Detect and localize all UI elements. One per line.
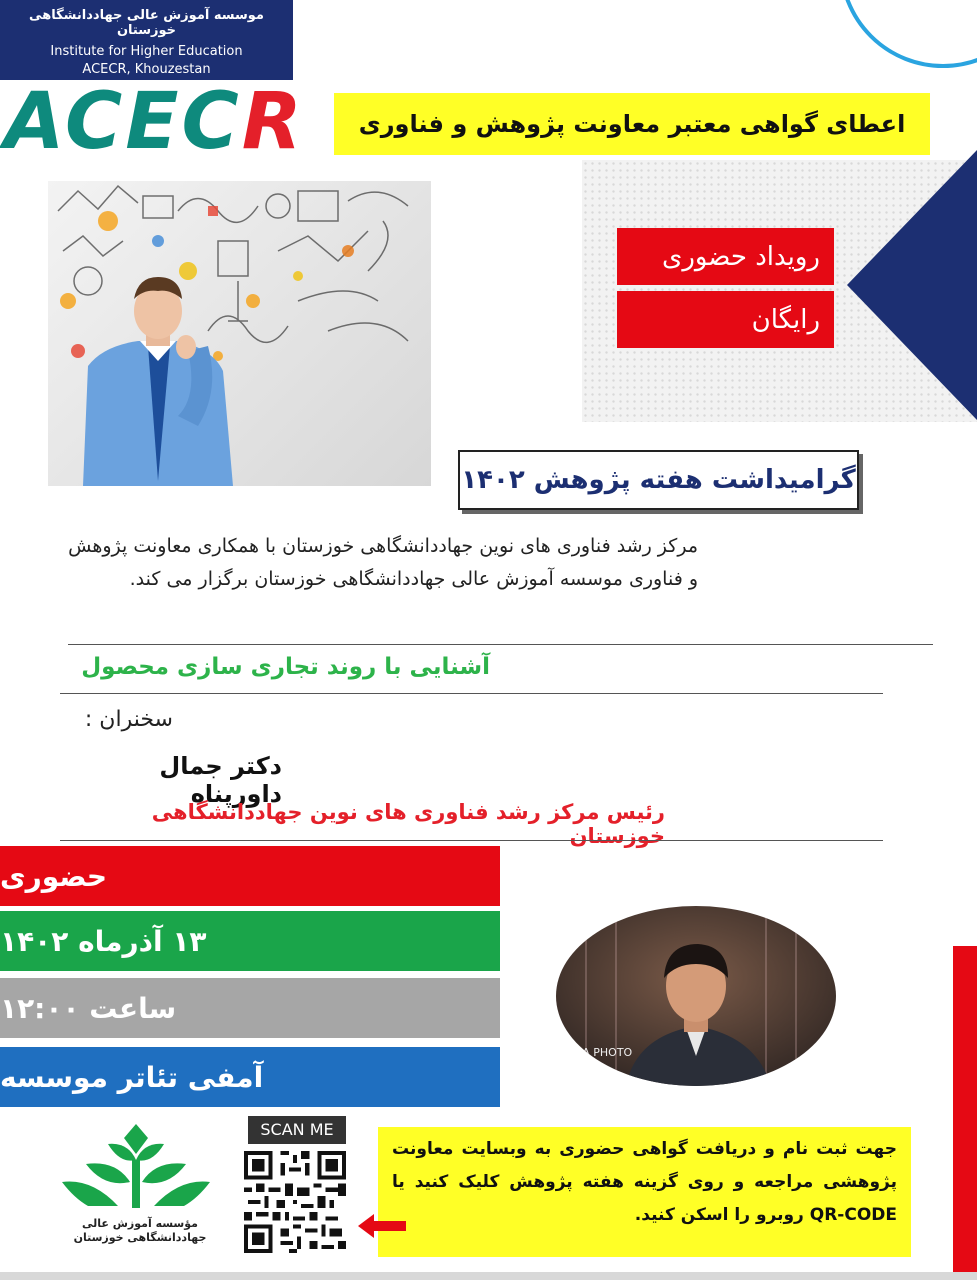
scan-me-label: SCAN ME [248,1116,346,1144]
event-date-bar: ۱۳ آذرماه ۱۴۰۲ [0,911,500,971]
certificate-banner: اعطای گواهی معتبر معاونت پژوهش و فناوری [334,93,930,155]
right-red-strip [953,946,977,1280]
bottom-strip [0,1272,977,1280]
institute-name-fa: موسسه آموزش عالی جهاددانشگاهی خوزستان [29,8,264,38]
institute-name-en-line1: Institute for Higher Education [50,44,243,59]
tag-free: رایگان [617,291,834,348]
speaker-portrait-illustration [556,906,836,1086]
thinking-man-photo [48,181,431,486]
event-mode-bar: حضوری [0,846,500,906]
acecr-logo-main: ACEC [4,77,242,167]
tag-in-person-event: رویداد حضوری [617,228,834,285]
qr-code[interactable] [244,1150,346,1254]
speaker-label: سخنران : [84,707,173,732]
speaker-name: دکتر جمال داورپناه [159,752,282,808]
institute-emblem-logo [58,1120,214,1210]
footer-logo-text [40,1217,240,1245]
arrow-left-icon [356,1212,408,1240]
event-description: مرکز رشد فناوری های نوین جهاددانشگاهی خوزستان با همکاری معاونت پژوهش و فناوری موسسه آموزش عالی جهاددانشگاهی خوزستان برگزار می کند. [68,535,698,590]
footer-logo-line2: جهاددانشگاهی خوزستان [73,1231,207,1244]
speaker-role: رئیس مرکز رشد فناوری های نوین جهاددانشگاهی خوزستان [151,800,665,848]
footer-logo-line1: مؤسسه آموزش عالی [82,1217,198,1230]
portrait-watermark: NA PHOTO [574,1046,633,1059]
event-title: گرامیداشت هفته پژوهش ۱۴۰۲ [458,450,859,510]
institute-name-en [0,43,293,79]
acecr-logo [4,77,305,167]
registration-instructions: جهت ثبت نام و دریافت گواهی حضوری به وبسایت معاونت پژوهشی مراجعه و روی گزینه هفته پژوهش کلیک کنید یا QR-CODE روبرو را اسکن کنید. [378,1127,911,1257]
thinking-man-illustration [48,181,431,486]
event-time-bar: ساعت ۱۲:۰۰ [0,978,500,1038]
speaker-portrait [556,906,836,1086]
divider-top [68,644,933,645]
acecr-logo-r: R [241,77,305,167]
decorative-ring [839,0,977,68]
divider-bottom [60,840,883,841]
institute-header [0,0,293,80]
navy-triangle-decoration [847,150,977,420]
event-venue-bar: آمفی تئاتر موسسه [0,1047,500,1107]
institute-name-en-line2: ACECR, Khouzestan [82,62,211,77]
talk-topic: آشنایی با روند تجاری سازی محصول [81,654,490,680]
divider-middle [60,693,883,694]
